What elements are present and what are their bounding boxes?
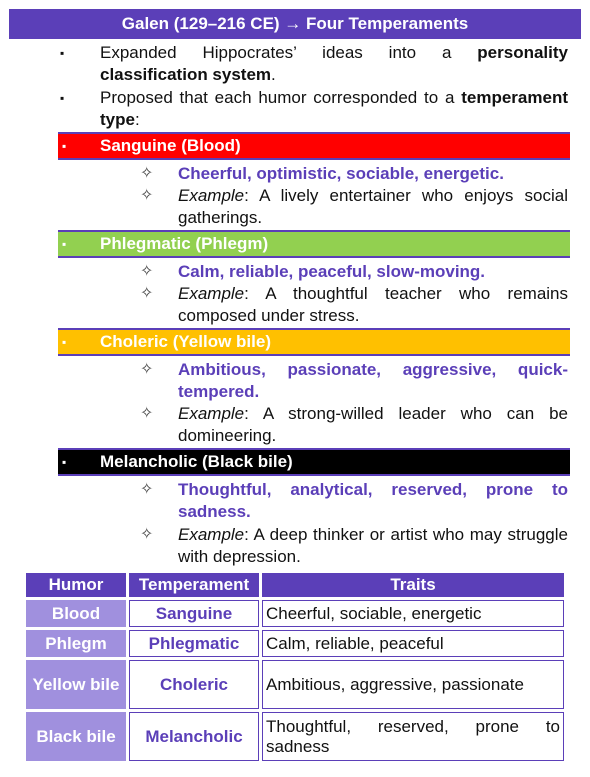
traits-text: Thoughtful, analytical, reserved, prone to sadness.	[178, 480, 568, 521]
traits-text: Calm, reliable, peaceful, slow-moving.	[178, 262, 486, 281]
diamond-bullet-icon: ✧	[140, 263, 154, 280]
temperament-cell: Sanguine	[129, 600, 259, 627]
bullet-punct: :	[134, 110, 140, 129]
choleric-traits	[140, 359, 568, 403]
table-row	[26, 600, 564, 627]
humor-cell: Black bile	[26, 712, 126, 761]
traits-text: Ambitious, passionate, aggressive, quick-tempered.	[178, 360, 568, 401]
table-header-row	[26, 573, 564, 597]
intro-bullet	[60, 42, 568, 86]
melancholic-traits	[140, 479, 568, 523]
example-text: : A lively entertainer who enjoys social gatherings.	[178, 186, 568, 227]
bullet-emphasis: personality classification system	[100, 43, 568, 84]
traits-cell: Thoughtful, reserved, prone to sadness	[262, 712, 564, 761]
traits-cell: Ambitious, aggressive, passionate	[262, 660, 564, 709]
header-temperament: Temperament	[129, 573, 259, 597]
phlegmatic-traits	[140, 261, 568, 283]
bullet-emphasis: temperament type	[100, 88, 568, 129]
sanguine-traits	[140, 163, 568, 185]
table-row	[26, 660, 564, 709]
diamond-bullet-icon: ✧	[140, 361, 154, 378]
table-row	[26, 630, 564, 657]
traits-cell: Cheerful, sociable, energetic	[262, 600, 564, 627]
page-title: Galen (129–216 CE) → Four Temperaments	[9, 9, 581, 39]
choleric-heading-band	[58, 328, 570, 356]
diamond-bullet-icon: ✧	[140, 526, 154, 543]
square-bullet-icon: ▪	[62, 237, 67, 251]
example-label: Example	[178, 284, 245, 303]
square-bullet-icon: ▪	[62, 139, 67, 153]
melancholic-heading: Melancholic (Black bile)	[100, 452, 293, 471]
choleric-example	[140, 403, 568, 447]
example-text: : A deep thinker or artist who may struggle with depression.	[178, 525, 568, 566]
sanguine-heading: Sanguine (Blood)	[100, 136, 241, 155]
example-text: : A thoughtful teacher who remains composed under stress.	[178, 284, 568, 325]
sanguine-heading-band	[58, 132, 570, 160]
humor-cell: Phlegm	[26, 630, 126, 657]
humor-cell: Yellow bile	[26, 660, 126, 709]
header-traits: Traits	[262, 573, 564, 597]
example-label: Example	[178, 404, 245, 423]
bullet-text: Expanded Hippocrates’ ideas into a	[100, 43, 478, 62]
phlegmatic-heading-band	[58, 230, 570, 258]
temperament-cell: Choleric	[129, 660, 259, 709]
diamond-bullet-icon: ✧	[140, 405, 154, 422]
temperament-cell: Phlegmatic	[129, 630, 259, 657]
diamond-bullet-icon: ✧	[140, 285, 154, 302]
example-text: : A strong-willed leader who can be domineering.	[178, 404, 568, 445]
header-humor: Humor	[26, 573, 126, 597]
square-bullet-icon: ▪	[62, 335, 67, 349]
melancholic-example	[140, 524, 568, 568]
phlegmatic-example	[140, 283, 568, 327]
square-bullet-icon: ▪	[62, 455, 67, 469]
bullet-punct: .	[271, 65, 276, 84]
square-bullet-icon: ▪	[60, 91, 65, 105]
example-label: Example	[178, 525, 245, 544]
melancholic-heading-band	[58, 448, 570, 476]
example-label: Example	[178, 186, 245, 205]
humor-cell: Blood	[26, 600, 126, 627]
temperament-cell: Melancholic	[129, 712, 259, 761]
table-row	[26, 712, 564, 761]
diamond-bullet-icon: ✧	[140, 481, 154, 498]
traits-text: Cheerful, optimistic, sociable, energetic.	[178, 164, 504, 183]
square-bullet-icon: ▪	[60, 46, 65, 60]
sanguine-example	[140, 185, 568, 229]
diamond-bullet-icon: ✧	[140, 187, 154, 204]
bullet-text: Proposed that each humor corresponded to a	[100, 88, 462, 107]
temperament-summary-table	[23, 570, 567, 764]
diamond-bullet-icon: ✧	[140, 165, 154, 182]
traits-cell: Calm, reliable, peaceful	[262, 630, 564, 657]
phlegmatic-heading: Phlegmatic (Phlegm)	[100, 234, 269, 253]
intro-bullet	[60, 87, 568, 131]
choleric-heading: Choleric (Yellow bile)	[100, 332, 271, 351]
